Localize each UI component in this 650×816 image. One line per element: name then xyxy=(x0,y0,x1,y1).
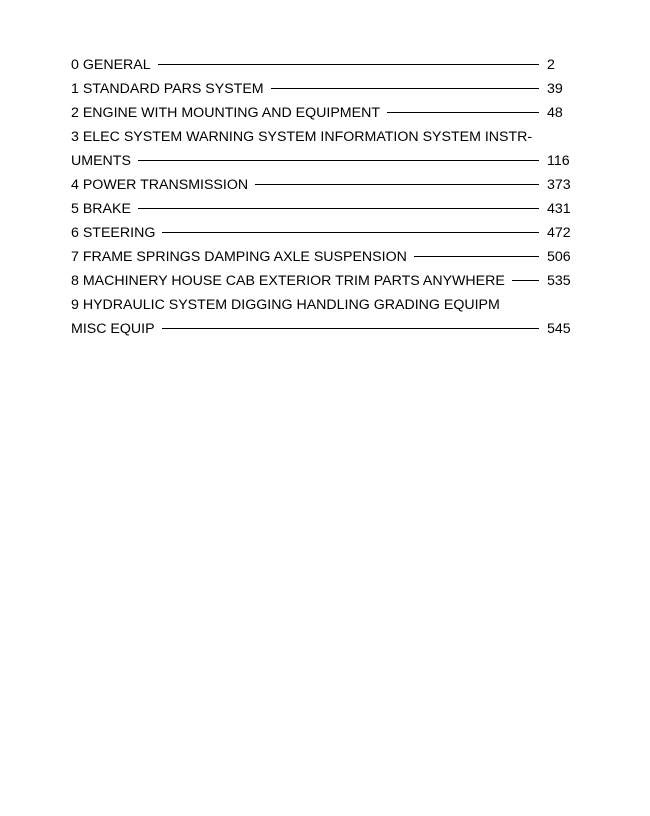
toc-entry-title: 9 HYDRAULIC SYSTEM DIGGING HANDLING GRADING EQUIPM xyxy=(71,297,500,313)
toc-entry[interactable] xyxy=(71,79,572,103)
toc-page-number: 431 xyxy=(547,201,571,217)
toc-entry[interactable] xyxy=(71,175,572,199)
toc-page-number: 116 xyxy=(547,153,570,169)
toc-page-number: 48 xyxy=(547,105,563,121)
toc-leader-line xyxy=(271,88,539,89)
toc-entry[interactable] xyxy=(71,151,572,175)
toc-entry[interactable] xyxy=(71,103,572,127)
toc-page-number: 506 xyxy=(547,249,571,265)
toc-entry[interactable] xyxy=(71,223,572,247)
toc-entry[interactable] xyxy=(71,127,572,151)
toc-entry-title: 4 POWER TRANSMISSION xyxy=(71,177,249,193)
toc-leader-line xyxy=(158,64,539,65)
toc-entry[interactable] xyxy=(71,295,572,319)
toc-page-number: 39 xyxy=(547,81,563,97)
table-of-contents xyxy=(71,55,572,343)
toc-leader-line xyxy=(138,208,539,209)
toc-page-number: 373 xyxy=(547,177,571,193)
toc-entry[interactable] xyxy=(71,247,572,271)
toc-entry-title: 7 FRAME SPRINGS DAMPING AXLE SUSPENSION xyxy=(71,249,407,265)
toc-entry-title: 2 ENGINE WITH MOUNTING AND EQUIPMENT xyxy=(71,105,380,121)
toc-entry-title: UMENTS xyxy=(71,153,131,169)
toc-entry-title: 8 MACHINERY HOUSE CAB EXTERIOR TRIM PARTS ANYWHERE xyxy=(71,273,505,289)
toc-entry-title: 1 STANDARD PARS SYSTEM xyxy=(71,81,264,97)
toc-entry[interactable] xyxy=(71,271,572,295)
toc-entry-title: 0 GENERAL xyxy=(71,57,151,73)
toc-entry-title: 5 BRAKE xyxy=(71,201,131,217)
toc-page-number: 2 xyxy=(547,57,555,73)
toc-leader-line xyxy=(162,328,539,329)
toc-page-number: 472 xyxy=(547,225,571,241)
toc-entry[interactable] xyxy=(71,199,572,223)
toc-entry-title: 6 STEERING xyxy=(71,225,156,241)
toc-page-number: 535 xyxy=(547,273,571,289)
toc-entry-title: MISC EQUIP xyxy=(71,321,155,337)
toc-entry-title: 3 ELEC SYSTEM WARNING SYSTEM INFORMATION SYSTEM INSTR- xyxy=(71,129,533,145)
toc-leader-line xyxy=(387,112,539,113)
toc-leader-line xyxy=(414,256,539,257)
toc-entry[interactable] xyxy=(71,319,572,343)
toc-page-number: 545 xyxy=(547,321,571,337)
toc-leader-line xyxy=(512,280,539,281)
toc-leader-line xyxy=(138,160,539,161)
toc-entry[interactable] xyxy=(71,55,572,79)
toc-leader-line xyxy=(162,232,539,233)
toc-leader-line xyxy=(255,184,539,185)
